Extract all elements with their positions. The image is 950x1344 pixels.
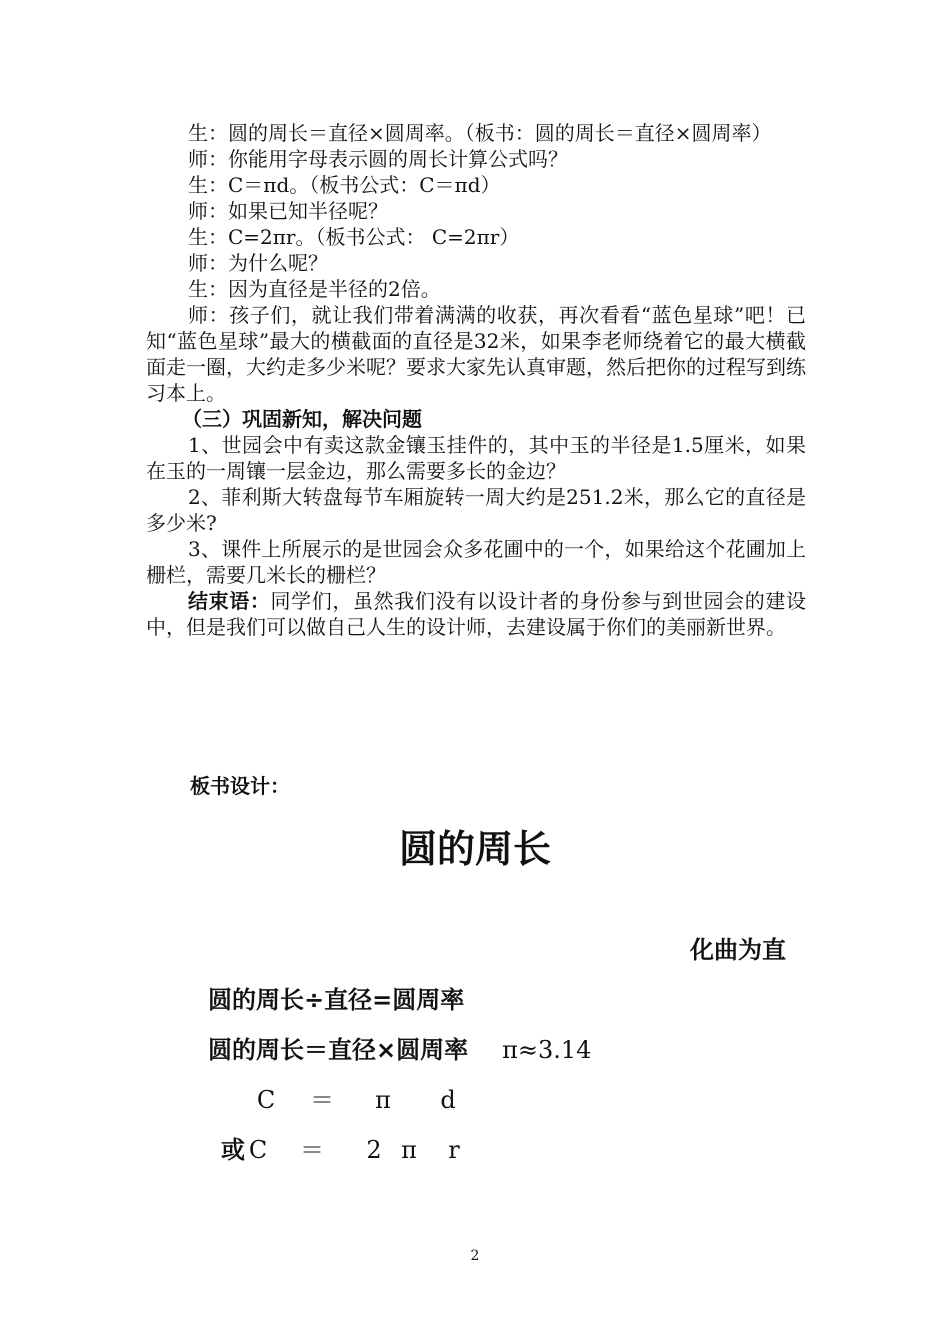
page-number: 2: [470, 1248, 480, 1264]
section-heading: （三）巩固新知，解决问题: [182, 407, 422, 431]
formula-product-text: 圆的周长＝直径×圆周率: [208, 1036, 469, 1064]
dialogue-line: 生：因为直径是半径的2倍。: [188, 277, 441, 301]
formula-symbol: C: [256, 1086, 276, 1114]
board-motto: 化曲为直: [690, 936, 786, 964]
board-design-label: 板书设计：: [190, 774, 290, 798]
dialogue-line: 生：C＝πd。（板书公式：C＝πd）: [188, 173, 501, 197]
formula-symbol: π: [401, 1136, 417, 1164]
formula-symbol: 2: [366, 1136, 382, 1164]
exercise-item: 1、世园会中有卖这款金镶玉挂件的，其中玉的半径是1.5厘米，如果在玉的一周镶一层金边，那么需要多长的金边？: [146, 433, 806, 483]
dialogue-line: 师：为什么呢？: [188, 251, 328, 275]
formula-symbol: ＝: [310, 1086, 334, 1114]
exercise-item: 3、课件上所展示的是世园会众多花圃中的一个，如果给这个花圃加上栅栏，需要几米长的栅栏？: [146, 537, 806, 587]
board-title: 圆的周长: [398, 827, 551, 871]
dialogue-line: 师：孩子们，就让我们带着满满的收获，再次看看“蓝色星球”吧！已知“蓝色星球”最大的横截面的直径是32米，如果李老师绕着它的最大横截面走一圈，大约走多少米呢？要求大家先认真审题，然后把你的过程写到练习本上。: [146, 303, 806, 405]
dialogue-line: 师：你能用字母表示圆的周长计算公式吗？: [188, 147, 568, 171]
dialogue-line: 师：如果已知半径呢？: [188, 199, 388, 223]
exercise-item: 2、菲利斯大转盘每节车厢旋转一周大约是251.2米，那么它的直径是多少米?: [146, 485, 806, 535]
formula-product: [208, 1030, 591, 1065]
formula-symbol: 或: [221, 1136, 245, 1164]
dialogue-line: 生：圆的周长＝直径×圆周率。（板书：圆的周长＝直径×圆周率）: [188, 121, 772, 145]
conclusion-label: 结束语：: [188, 589, 271, 613]
conclusion-paragraph: [146, 588, 806, 640]
formula-symbol: d: [440, 1086, 456, 1114]
pi-approximation: π≈3.14: [502, 1036, 592, 1064]
body-text: [146, 120, 806, 640]
formula-radius: [220, 1130, 484, 1165]
conclusion-text: 同学们，虽然我们没有以设计者的身份参与到世园会的建设中，但是我们可以做自己人生的设计师，去建设属于你们的美丽新世界。: [146, 589, 807, 639]
dialogue-line: 生：C=2πr。（板书公式： C=2πr）: [188, 225, 520, 249]
formula-division: 圆的周长÷直径=圆周率: [208, 986, 465, 1014]
formula-symbol: C: [248, 1136, 268, 1164]
formula-symbol: π: [375, 1086, 391, 1114]
formula-symbol: ＝: [300, 1136, 324, 1164]
formula-symbol: r: [448, 1136, 460, 1164]
formula-diameter: [246, 1080, 488, 1115]
